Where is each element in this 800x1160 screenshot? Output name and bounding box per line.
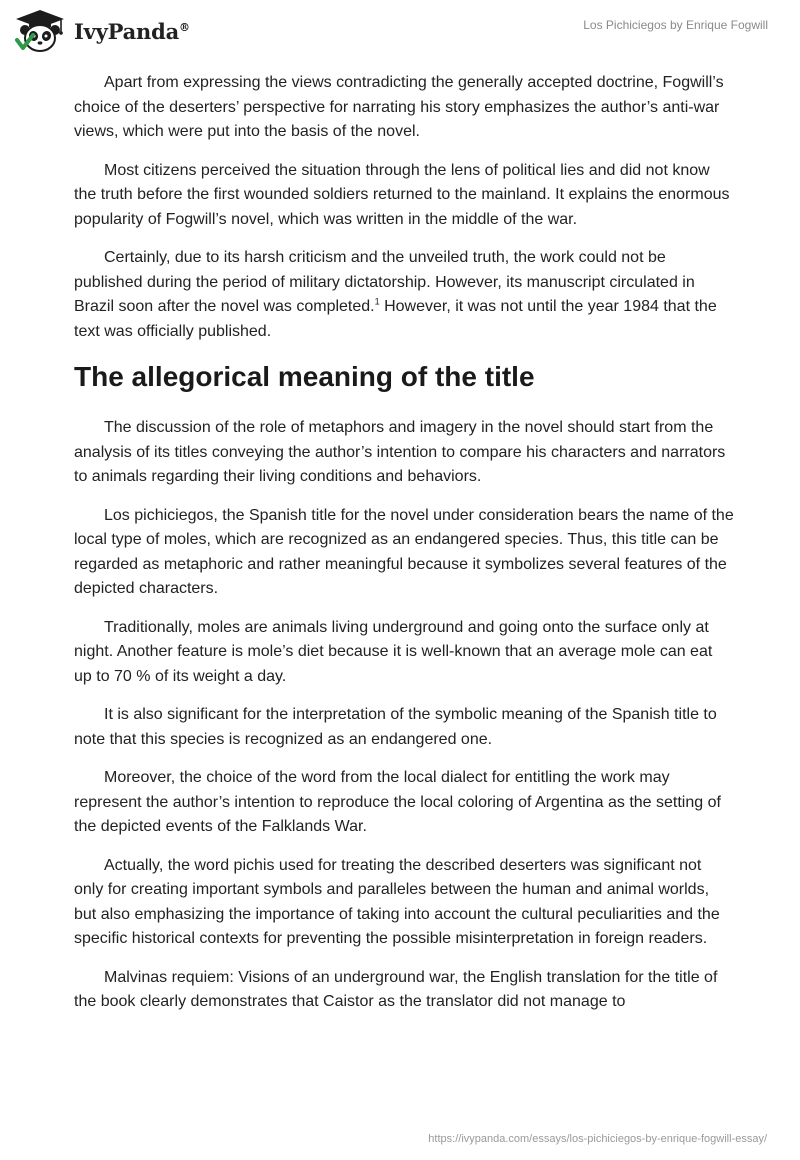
paragraph: The discussion of the role of metaphors and imagery in the novel should start from the analysis of its titles conveying the author’s intention to compare his characters and narrators to animals regarding their living conditions and behaviors. bbox=[74, 419, 726, 485]
essay-body bbox=[74, 71, 734, 1029]
registered-mark: ® bbox=[179, 20, 190, 34]
document-title: Los Pichiciegos by Enrique Fogwill bbox=[583, 18, 768, 32]
paragraph: Traditionally, moles are animals living underground and going onto the surface only at night. Another feature is mole’s diet because it is well-known that an average mole can eat up to 70 % of its weight a day. bbox=[74, 618, 713, 685]
paragraph: Apart from expressing the views contradicting the generally accepted doctrine, Fogwill’s choice of the deserters’ perspective for narrating his story emphasizes the author’s anti-war views, which were put into the basis of the novel. bbox=[74, 74, 724, 140]
paragraph: Moreover, the choice of the word from the local dialect for entitling the work may represent the author’s intention to reproduce the local coloring of Argentina as the setting of the depicted events of the Falklands War. bbox=[74, 769, 721, 835]
panda-graduate-icon bbox=[14, 8, 66, 54]
section-heading: The allegorical meaning of the title bbox=[74, 361, 535, 392]
paragraph bbox=[74, 246, 734, 344]
paragraph: Most citizens perceived the situation through the lens of political lies and did not know the truth before the first wounded soldiers returned to the mainland. It explains the enormous popularity of Fogwill’s novel, which was written in the middle of the war. bbox=[74, 161, 730, 228]
brand-name: IvyPanda® bbox=[74, 18, 190, 44]
ivypanda-logo[interactable] bbox=[14, 8, 190, 54]
paragraph: Malvinas requiem: Visions of an underground war, the English translation for the title of the book clearly demonstrates that Caistor as the translator did not manage to bbox=[74, 968, 718, 1010]
footnote-ref[interactable]: 1 bbox=[374, 296, 380, 307]
source-url[interactable]: https://ivypanda.com/essays/los-pichiciegos-by-enrique-fogwill-essay/ bbox=[428, 1133, 767, 1145]
page-header bbox=[0, 0, 800, 62]
paragraph: Los pichiciegos, the Spanish title for the novel under consideration bears the name of the local type of moles, which are recognized as an endangered species. Thus, this title can be regarded as metaphoric and rather meaningful because it symbolizes several features of the depicted characters. bbox=[74, 506, 734, 597]
paragraph-text: However, it was not until the year 1984 that the text was officially published. bbox=[74, 298, 717, 340]
paragraph: It is also significant for the interpretation of the symbolic meaning of the Spanish title to note that this species is recognized as an endangered one. bbox=[74, 706, 717, 748]
paragraph-text: Certainly, due to its harsh criticism and the unveiled truth, the work could not be published during the period of military dictatorship. However, its manuscript circulated in Brazil soon after the novel was completed. bbox=[74, 249, 695, 315]
paragraph: Actually, the word pichis used for treating the described deserters was significant not only for creating important symbols and paralleles between the human and animal worlds, but also emphasizing the importance of taking into account the cultural peculiarities and the specific historical contexts for preventing the possible misinterpretation in foreign readers. bbox=[74, 856, 720, 947]
